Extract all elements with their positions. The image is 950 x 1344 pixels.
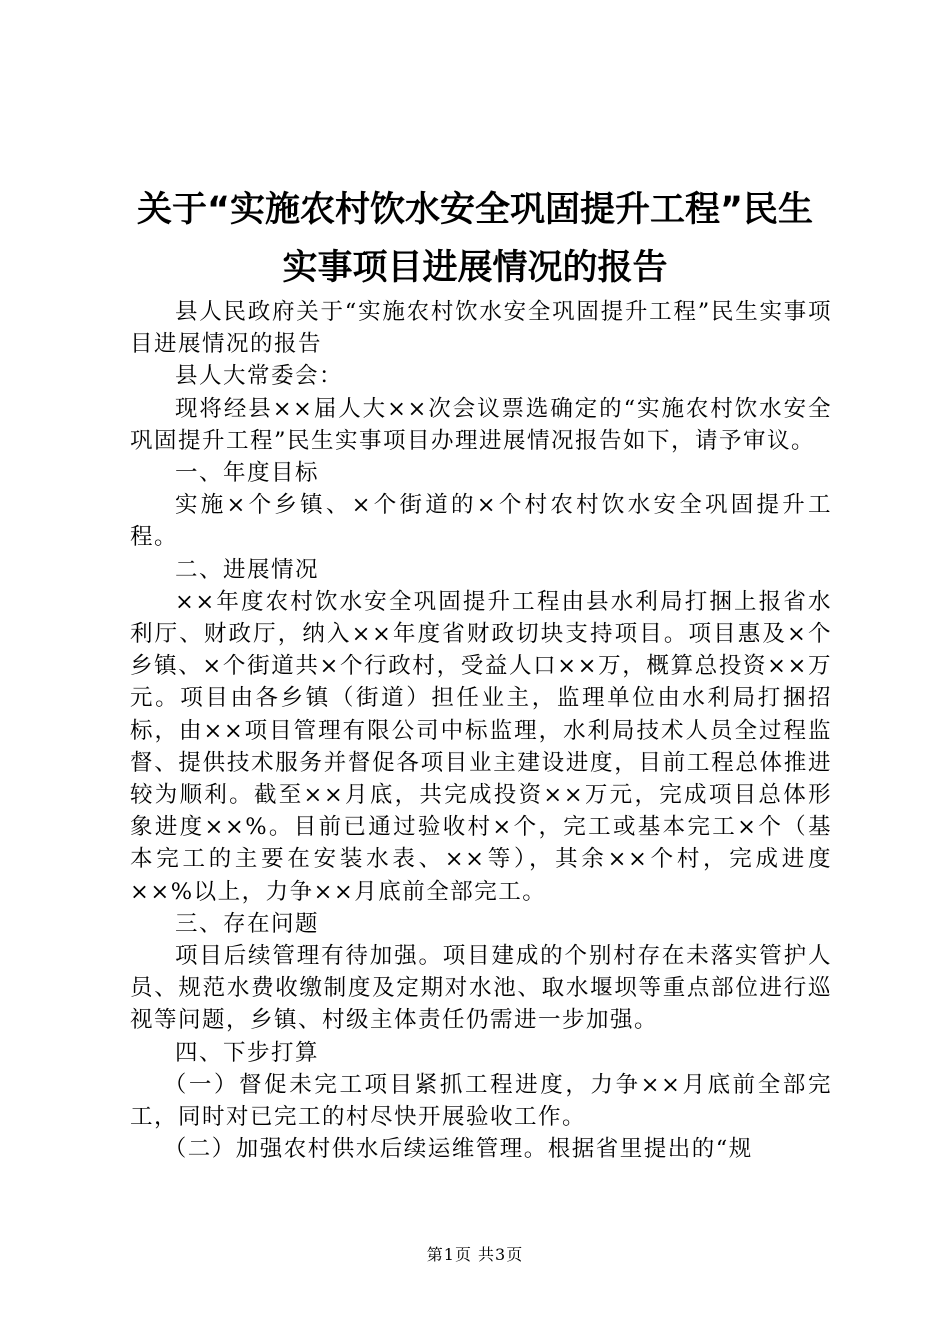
paragraph-intro: 现将经县××届人大××次会议票选确定的“实施农村饮水安全巩固提升工程”民生实事项目办理进展情况报告如下，请予审议。 [130, 395, 832, 454]
document-body [130, 296, 832, 1165]
section-heading-problems: 三、存在问题 [175, 910, 320, 937]
paragraph-report-heading: 县人民政府关于“实施农村饮水安全巩固提升工程”民生实事项目进展情况的报告 [130, 299, 832, 358]
section-heading-next-steps: 四、下步打算 [175, 1039, 320, 1066]
page-footer: 第1页 共3页 [426, 1245, 524, 1264]
paragraph-progress: ××年度农村饮水安全巩固提升工程由县水利局打捆上报省水利厅、财政厅，纳入××年度省财政切块支持项目。项目惠及×个乡镇、×个街道共×个行政村，受益人口××万，概算总投资××万元。项目由各乡镇（街道）担任业主，监理单位由水利局打捆招标，由××项目管理有限公司中标监理，水利局技术人员全过程监督、提供技术服务并督促各项目业主建设进度，目前工程总体推进较为顺利。截至××月底，共完成投资××万元，完成项目总体形象进度××%。目前已通过验收村×个，完工或基本完工×个（基本完工的主要在安装水表、××等），其余××个村，完成进度××%以上，力争××月底前全部完工。 [130, 588, 832, 905]
section-heading-progress: 二、进展情况 [175, 556, 320, 583]
paragraph-addressee: 县人大常委会： [175, 363, 344, 390]
document-title-line-2: 实事项目进展情况的报告 [282, 248, 668, 288]
document-title-line-1: 关于“实施农村饮水安全巩固提升工程”民生 [136, 190, 813, 230]
paragraph-next-step-1: （一）督促未完工项目紧抓工程进度，力争××月底前全部完工，同时对已完工的村尽快开展验收工作。 [130, 1071, 832, 1131]
section-heading-annual-goal: 一、年度目标 [175, 460, 320, 487]
paragraph-problems: 项目后续管理有待加强。项目建成的个别村存在未落实管护人员、规范水费收缴制度及定期对水池、取水堰坝等重点部位进行巡视等问题，乡镇、村级主体责任仍需进一步加强。 [130, 943, 832, 1034]
paragraph-annual-goal: 实施×个乡镇、×个街道的×个村农村饮水安全巩固提升工程。 [130, 492, 832, 551]
paragraph-next-step-2: （二）加强农村供水后续运维管理。根据省里提出的“规 [163, 1136, 753, 1163]
